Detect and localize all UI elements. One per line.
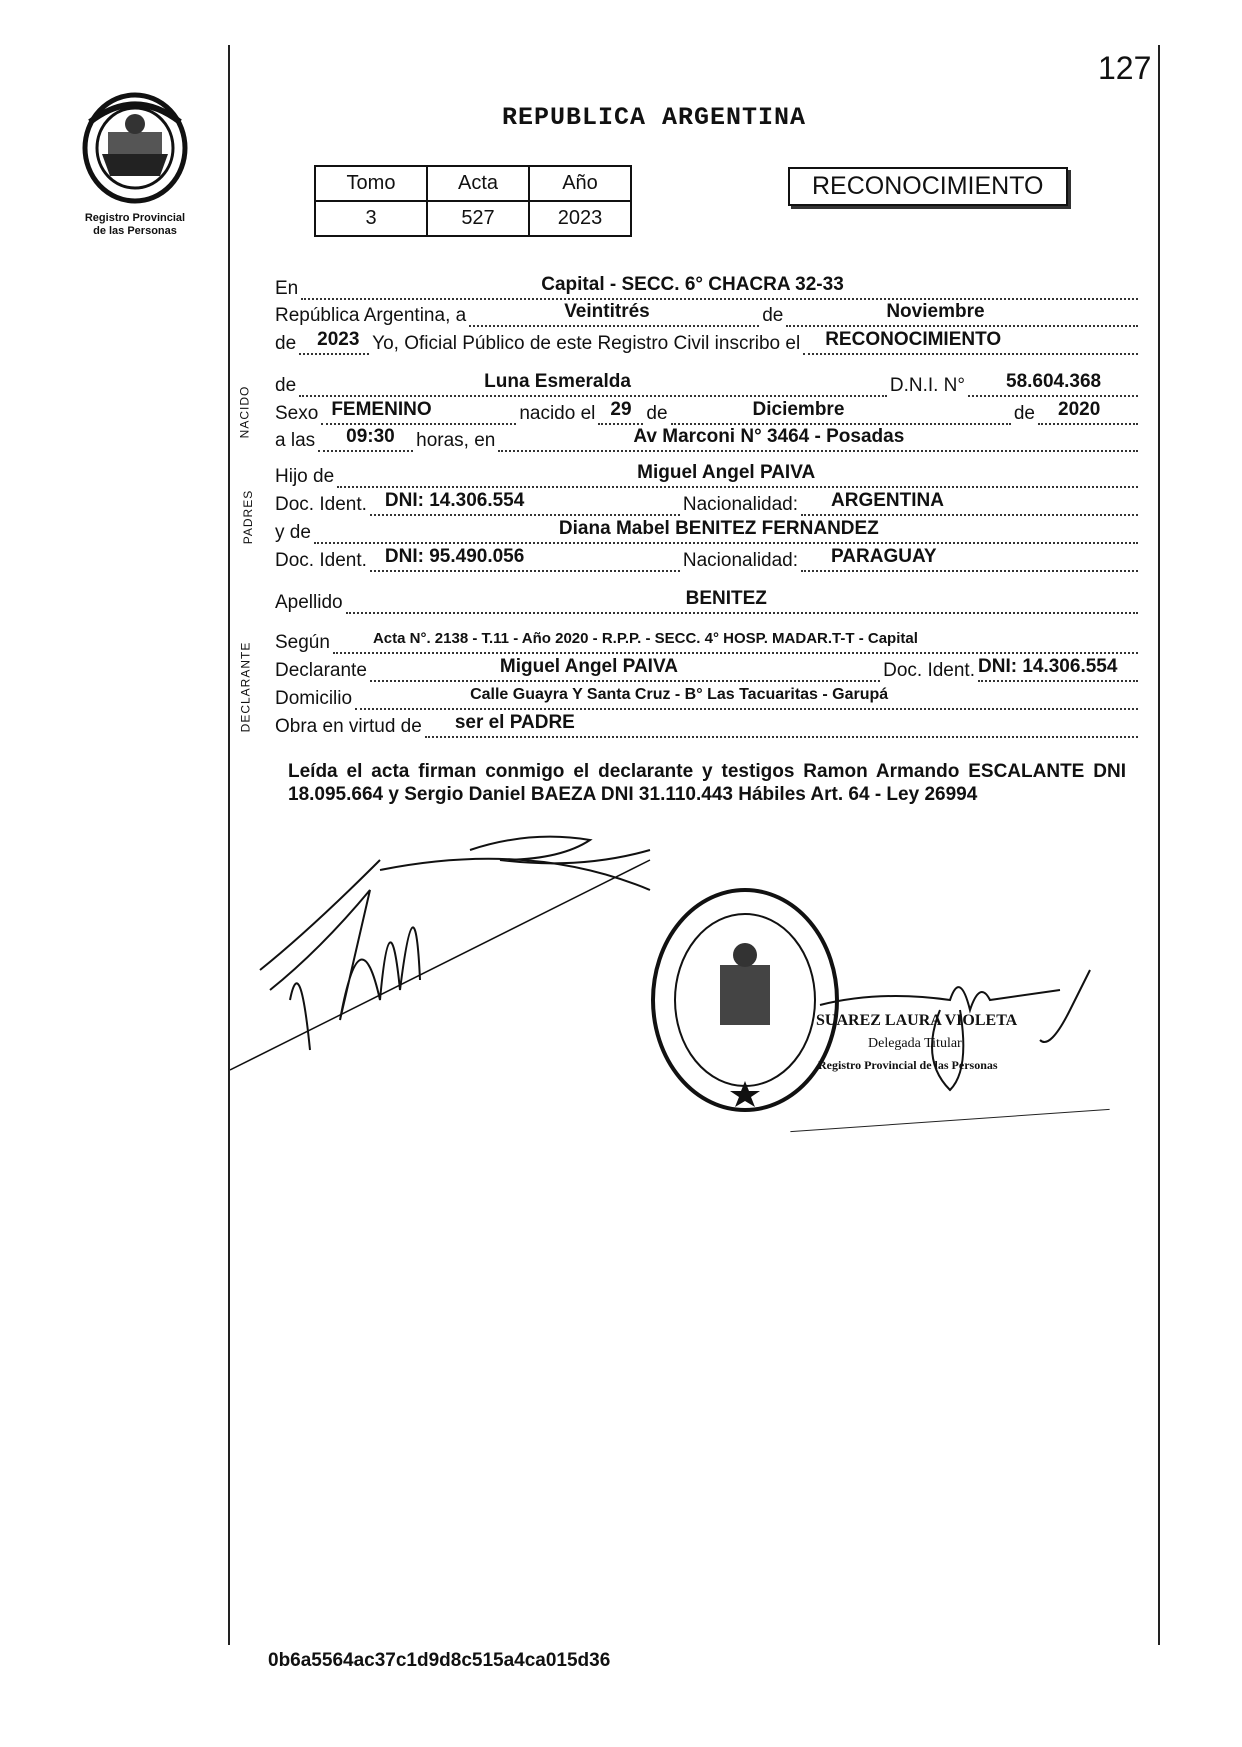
official-signature (800, 950, 1120, 1110)
logo-caption: Registro Provincial de las Personas (84, 212, 186, 237)
row-date: República Argentina, a Veintitrés de Noviembre (275, 305, 1141, 327)
nacido-side-label: NACIDO (237, 385, 252, 439)
row-sexo: Sexo FEMENINO nacido el 29 de Diciembre de 2020 (275, 403, 1141, 425)
value-ano: 2023 (529, 201, 631, 236)
header-ano: Año (529, 166, 631, 201)
row-obra: Obra en virtud de ser el PADRE (275, 716, 1141, 738)
row-father-doc: Doc. Ident. DNI: 14.306.554 Nacionalidad: ARGENTINA (275, 494, 1141, 516)
row-en: En Capital - SECC. 6° CHACRA 32-33 (275, 278, 1141, 300)
value-tomo: 3 (315, 201, 427, 236)
header-acta: Acta (427, 166, 529, 201)
row-mother: y de Diana Mabel BENITEZ FERNANDEZ (275, 522, 1141, 544)
value-acta: 527 (427, 201, 529, 236)
registry-table (314, 165, 632, 237)
declarant-signature (230, 830, 670, 1080)
row-name: de Luna Esmeralda D.N.I. N° 58.604.368 (275, 375, 1141, 397)
row-year: de 2023 Yo, Oficial Público de este Registro Civil inscribo el RECONOCIMIENTO (275, 333, 1141, 355)
document-hash: 0b6a5564ac37c1d9d8c515a4ca015d36 (268, 1650, 611, 1671)
right-margin-line (1158, 45, 1160, 1645)
official-name: SUAREZ LAURA VIOLETA (816, 1012, 1018, 1029)
row-father: Hijo de Miguel Angel PAIVA (275, 466, 1141, 488)
row-domicilio: Domicilio Calle Guayra Y Santa Cruz - B° Las Tacuaritas - Garupá (275, 688, 1141, 710)
document-title: REPUBLICA ARGENTINA (502, 103, 807, 132)
row-time-place: a las 09:30 horas, en Av Marconi N° 3464 - Posadas (275, 430, 1141, 452)
en-value: Capital - SECC. 6° CHACRA 32-33 (541, 274, 844, 295)
record-type-badge: RECONOCIMIENTO (788, 167, 1068, 206)
header-tomo: Tomo (315, 166, 427, 201)
declarante-side-label: DECLARANTE (238, 641, 253, 733)
official-role: Delegada Titular (868, 1036, 962, 1051)
padres-side-label: PADRES (241, 489, 256, 545)
closing-statement: Leída el acta firman conmigo el declarante y testigos Ramon Armando ESCALANTE DNI 18.095.664 y Sergio Daniel BAEZA DNI 31.110.443 Hábiles Art. 64 - Ley 26994 (288, 761, 1126, 805)
row-mother-doc: Doc. Ident. DNI: 95.490.056 Nacionalidad: PARAGUAY (275, 550, 1141, 572)
row-declarante: Declarante Miguel Angel PAIVA Doc. Ident. DNI: 14.306.554 (275, 660, 1141, 682)
official-org: Registro Provincial de las Personas (818, 1058, 998, 1072)
province-seal-logo (80, 92, 190, 204)
row-apellido: Apellido BENITEZ (275, 592, 1141, 614)
page-number: 127 (1098, 50, 1152, 86)
row-segun: Según Acta N°. 2138 - T.11 - Año 2020 - R.P.P. - SECC. 4° HOSP. MADAR.T-T - Capital (275, 632, 1141, 654)
